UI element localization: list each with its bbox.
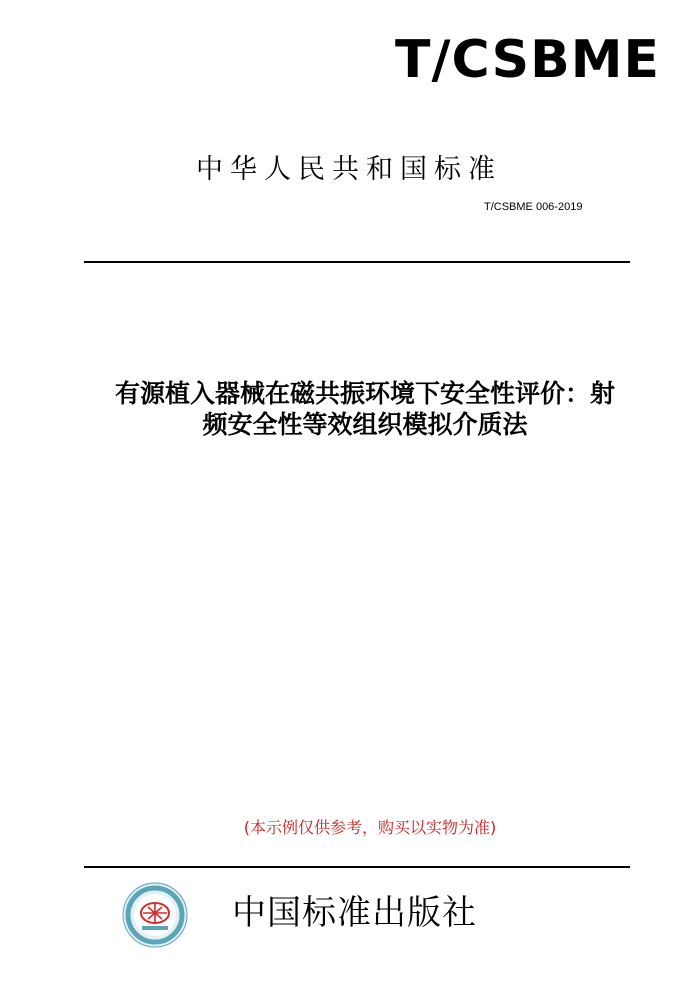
standard-number: T/CSBME 006-2019 [484,201,583,213]
sample-notice: (本示例仅供参考，购买以实物为准) [243,818,497,837]
document-title-line-1: 有源植入器械在磁共振环境下安全性评价：射 [114,379,615,408]
standard-code: T/CSBME [395,30,660,90]
top-divider [84,261,630,263]
document-title-line-2: 频安全性等效组织模拟介质法 [202,410,528,439]
bottom-divider [84,866,630,868]
publisher-name: 中国标准出版社 [232,893,477,933]
document-title [40,378,690,440]
publisher-seal-icon [122,882,188,948]
standard-category: 中华人民共和国标准 [196,154,502,185]
